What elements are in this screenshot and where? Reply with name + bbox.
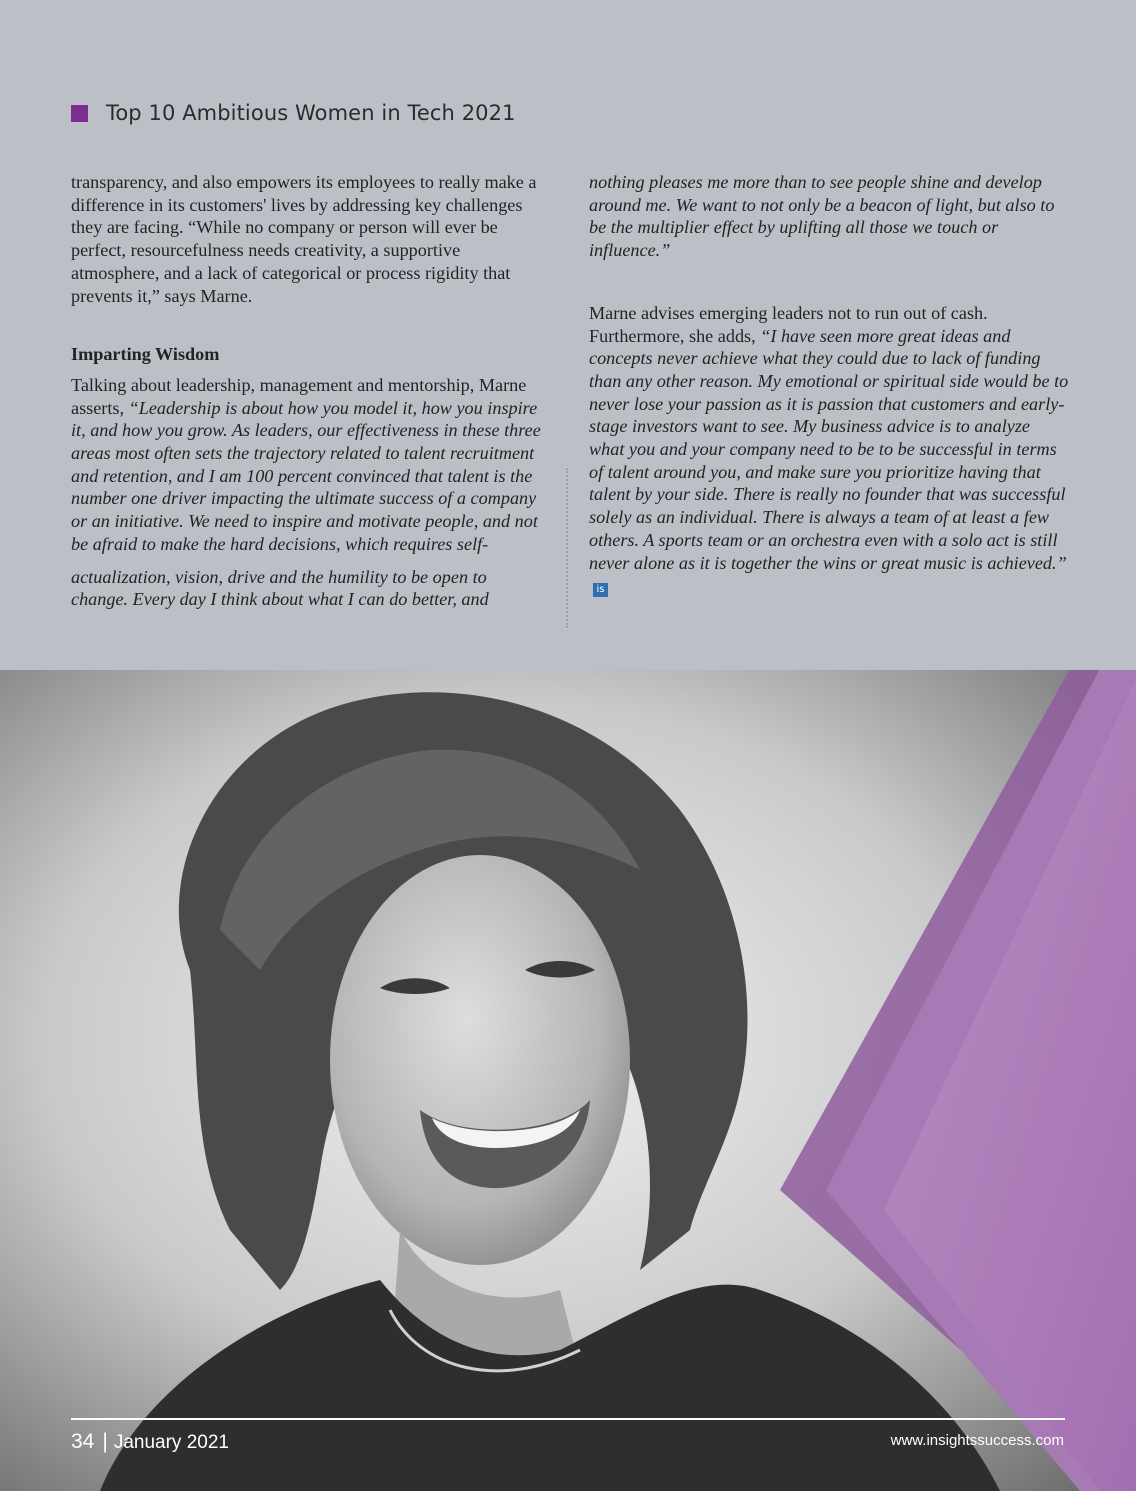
issue-date: January 2021 <box>113 1432 229 1453</box>
portrait-photo <box>0 670 1136 1491</box>
left-paragraph-1: transparency, and also empowers its employees to really make a difference in its customers' lives by addressing key challenges they are facing. “While no company or person will ever be perfect, resourcefulness needs creativity, a supportive atmosphere, and a lack of categorical or process rigidity that prevents it,” says Marne. <box>71 172 537 306</box>
subheading: Imparting Wisdom <box>71 344 220 365</box>
right-paragraph-2-intro: Marne advises emerging leaders not to run out of cash. Furthermore, she adds, <box>589 302 988 346</box>
section-marker <box>71 105 88 122</box>
left-paragraph-3: actualization, vision, drive and the humility to be open to change. Every day I think about what I can do better, and <box>71 566 489 610</box>
column-divider <box>566 468 568 628</box>
right-paragraph-2 <box>589 302 1069 597</box>
right-paragraph-2-quote: “I have seen more great ideas and concepts never achieve what they could due to lack of funding than any other reason. My emotional or spiritual side would be to never lose your passion as it is passion that customers and early-stage investors want to see. My business advice is to analyze what you and your company need to be to be successful in terms of talent around you, and make sure you prioritize having that talent by your side. There is really no founder that was successful solely as an individual. There is always a team of at least a few others. A sports team or an orchestra even with a solo act is still never alone as it is together the wins or great music is achieved.” <box>589 325 1069 573</box>
end-mark-icon: is <box>593 583 608 597</box>
page-number: 34 <box>71 1430 95 1453</box>
right-paragraph-1: nothing pleases me more than to see people shine and develop around me. We want to not only be a beacon of light, but also to be the multiplier effect by uplifting all those we touch or influence.” <box>589 172 1055 261</box>
footer-separator: | <box>102 1430 108 1453</box>
left-paragraph-2-quote: “Leadership is about how you model it, how you inspire it, and how you grow. As leaders, our effectiveness in these three areas most often sets the trajectory related to talent recruitment and retention, and I am 100 percent convinced that talent is the number one driver impacting the ultimate success of a company or an initiative. We need to inspire and motivate people, and not be afraid to make the hard decisions, which requires self- <box>71 397 541 554</box>
right-column <box>589 171 1069 597</box>
footer-issue-info <box>71 1430 229 1454</box>
section-title: Top 10 Ambitious Women in Tech 2021 <box>106 101 516 125</box>
left-column <box>71 171 543 611</box>
left-paragraph-2-intro: Talking about leadership, management and mentorship, Marne asserts, <box>71 374 527 418</box>
left-paragraph-2 <box>71 374 543 556</box>
section-header <box>71 96 516 130</box>
footer-rule <box>71 1418 1065 1420</box>
website-url: www.insightssuccess.com <box>890 1432 1064 1449</box>
